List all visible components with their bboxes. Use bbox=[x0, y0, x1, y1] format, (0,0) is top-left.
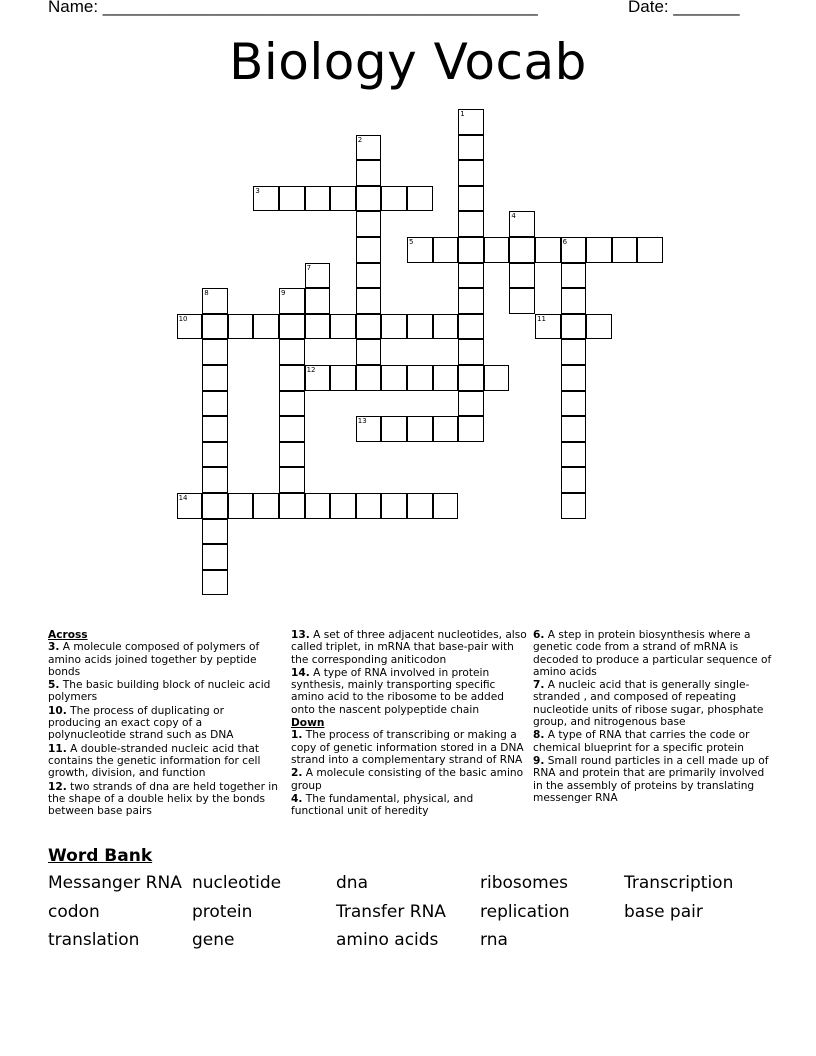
clue-number: 1 bbox=[460, 110, 465, 118]
crossword-cell[interactable] bbox=[279, 365, 305, 391]
down-heading: Down bbox=[291, 717, 325, 730]
crossword-cell[interactable] bbox=[381, 493, 407, 519]
crossword-cell[interactable] bbox=[356, 135, 382, 161]
crossword-cell[interactable] bbox=[458, 186, 484, 212]
crossword-cell[interactable] bbox=[228, 314, 254, 340]
clue-down-8: 8. A type of RNA that carries the code or chemical blueprint for a specific protein bbox=[533, 729, 750, 754]
clue-across-3: 3. A molecule composed of polymers of amino acids joined together by peptide bonds bbox=[48, 641, 260, 678]
crossword-cell[interactable] bbox=[356, 416, 382, 442]
crossword-cell[interactable] bbox=[561, 391, 587, 417]
clue-across-10: 10. The process of duplicating or producing an exact copy of a polynucleotide strand such as DNA bbox=[48, 704, 234, 742]
crossword-cell[interactable] bbox=[381, 186, 407, 212]
crossword-cell[interactable] bbox=[586, 314, 612, 340]
crossword-cell[interactable] bbox=[561, 237, 587, 263]
word-bank-item: Transfer RNA bbox=[336, 901, 446, 922]
crossword-cell[interactable] bbox=[330, 186, 356, 212]
crossword-cell[interactable] bbox=[381, 314, 407, 340]
crossword-cell[interactable] bbox=[202, 288, 228, 314]
crossword-cell[interactable] bbox=[561, 288, 587, 314]
crossword-cell[interactable] bbox=[279, 493, 305, 519]
clue-number: 11 bbox=[537, 314, 546, 323]
crossword-cell[interactable] bbox=[561, 314, 587, 340]
crossword-cell[interactable] bbox=[458, 339, 484, 365]
page-title: Biology Vocab bbox=[229, 33, 587, 91]
word-bank-item: base pair bbox=[624, 901, 703, 922]
crossword-cell[interactable] bbox=[433, 416, 459, 442]
clue-number: 7 bbox=[306, 263, 312, 272]
crossword-cell[interactable] bbox=[356, 186, 382, 212]
crossword-cell[interactable] bbox=[407, 314, 433, 340]
crossword-cell[interactable] bbox=[253, 314, 279, 340]
crossword-cell[interactable] bbox=[407, 186, 433, 212]
crossword-cell[interactable] bbox=[356, 288, 382, 314]
crossword-cell[interactable] bbox=[279, 186, 305, 212]
crossword-cell[interactable] bbox=[202, 391, 228, 417]
crossword-cell[interactable] bbox=[458, 237, 484, 263]
crossword-cell[interactable] bbox=[586, 237, 612, 263]
crossword-cell[interactable] bbox=[458, 135, 484, 161]
clue-number: 14 bbox=[178, 494, 188, 502]
crossword-cell[interactable] bbox=[458, 365, 484, 391]
crossword-cell[interactable] bbox=[356, 339, 382, 365]
word-bank-item: replication bbox=[480, 901, 570, 922]
clue-across-5: 5. The basic building block of nucleic acid polymers bbox=[48, 679, 271, 704]
clue-down-2: 2. A molecule consisting of the basic amino group bbox=[291, 767, 524, 792]
crossword-cell[interactable] bbox=[356, 263, 382, 289]
clues-column-2 bbox=[291, 629, 527, 818]
crossword-cell[interactable] bbox=[458, 160, 484, 186]
clue-down-1: 1. The process of transcribing or making a copy of genetic information stored in a DNA strand into a complementary strand of RNA bbox=[291, 729, 524, 766]
clue-number: 8 bbox=[204, 289, 209, 298]
word-bank-title: Word Bank bbox=[48, 846, 153, 866]
clue-down-9: 9. Small round particles in a cell made up of RNA and protein that are primarily involved in the assembly of proteins by translating messenger RNA bbox=[533, 754, 769, 804]
clue-number: 5 bbox=[409, 238, 414, 246]
clue-down-6: 6. A step in protein biosynthesis where a genetic code from a strand of mRNA is decoded to produce a particular sequence of amino acids bbox=[533, 629, 772, 678]
crossword-cell[interactable] bbox=[484, 237, 510, 263]
word-bank bbox=[48, 874, 788, 951]
crossword-cell[interactable] bbox=[561, 493, 587, 519]
crossword-cell[interactable] bbox=[356, 237, 382, 263]
word-bank-item: dna bbox=[336, 873, 368, 893]
clues-column-3 bbox=[533, 629, 773, 805]
crossword-cell[interactable] bbox=[279, 288, 305, 314]
crossword-cell[interactable] bbox=[305, 314, 331, 340]
crossword-cell[interactable] bbox=[305, 186, 331, 212]
crossword-cell[interactable] bbox=[279, 442, 305, 468]
clue-number: 6 bbox=[562, 238, 568, 246]
crossword-cell[interactable] bbox=[381, 416, 407, 442]
clues-column-1 bbox=[48, 629, 280, 818]
crossword-cell[interactable] bbox=[509, 288, 535, 314]
crossword-cell[interactable] bbox=[330, 365, 356, 391]
crossword-cell[interactable] bbox=[407, 416, 433, 442]
crossword-cell[interactable] bbox=[202, 442, 228, 468]
crossword-cell[interactable] bbox=[279, 467, 305, 493]
crossword-cell[interactable] bbox=[458, 314, 484, 340]
crossword-cell[interactable] bbox=[253, 493, 279, 519]
crossword-cell[interactable] bbox=[535, 314, 561, 340]
crossword-cell[interactable] bbox=[202, 314, 228, 340]
crossword-cell[interactable] bbox=[305, 263, 331, 289]
crossword-cell[interactable] bbox=[535, 237, 561, 263]
clue-across-13: 13. A set of three adjacent nucleotides, also called triplet, in mRNA that base-pair with the corresponding aniticodon bbox=[291, 629, 527, 666]
crossword-cell[interactable] bbox=[458, 288, 484, 314]
crossword-cell[interactable] bbox=[253, 186, 279, 212]
crossword-cell[interactable] bbox=[202, 570, 228, 596]
crossword-cell[interactable] bbox=[433, 493, 459, 519]
crossword-cell[interactable] bbox=[484, 365, 510, 391]
date-field[interactable]: Date: _______ bbox=[628, 0, 740, 16]
crossword-cell[interactable] bbox=[356, 314, 382, 340]
clue-across-14: 14. A type of RNA involved in protein synthesis, mainly transporting specific amino acid to the ribosome to be added onto the nascent polypeptide chain bbox=[291, 666, 504, 716]
crossword-cell[interactable] bbox=[561, 467, 587, 493]
clue-across-11: 11. A double-stranded nucleic acid that contains the genetic information for cell growth, division, and function bbox=[48, 742, 261, 780]
crossword-cell[interactable] bbox=[228, 493, 254, 519]
crossword-cell[interactable] bbox=[407, 493, 433, 519]
crossword-cell[interactable] bbox=[509, 263, 535, 289]
crossword-cell[interactable] bbox=[407, 237, 433, 263]
word-bank-item: gene bbox=[192, 930, 235, 950]
crossword-cell[interactable] bbox=[433, 314, 459, 340]
clue-number: 12 bbox=[306, 366, 316, 374]
clue-across-12: 12. two strands of dna are held together in the shape of a double helix by the bonds between base pairs bbox=[48, 780, 278, 818]
crossword-cell[interactable] bbox=[458, 391, 484, 417]
crossword-cell[interactable] bbox=[202, 339, 228, 365]
crossword-cell[interactable] bbox=[561, 416, 587, 442]
crossword-cell[interactable] bbox=[458, 211, 484, 237]
crossword-cell[interactable] bbox=[177, 493, 203, 519]
crossword-cell[interactable] bbox=[637, 237, 663, 263]
crossword-cell[interactable] bbox=[356, 211, 382, 237]
crossword-cell[interactable] bbox=[458, 109, 484, 135]
word-bank-item: Transcription bbox=[624, 873, 734, 893]
crossword-cell[interactable] bbox=[561, 263, 587, 289]
clue-number: 9 bbox=[281, 289, 286, 298]
crossword-cell[interactable] bbox=[279, 416, 305, 442]
clue-number: 2 bbox=[357, 135, 363, 144]
clue-down-7: 7. A nucleic acid that is generally single-stranded , and composed of repeating nucleotide units of ribose sugar, phosphate group, and nitrogenous base bbox=[533, 679, 764, 729]
clue-number: 3 bbox=[255, 186, 260, 195]
crossword-cell[interactable] bbox=[561, 365, 587, 391]
clue-number: 13 bbox=[357, 417, 367, 426]
crossword-cell[interactable] bbox=[356, 365, 382, 391]
clue-down-4: 4. The fundamental, physical, and functional unit of heredity bbox=[291, 792, 474, 818]
crossword-cell[interactable] bbox=[330, 493, 356, 519]
crossword-cell[interactable] bbox=[509, 211, 535, 237]
across-heading: Across bbox=[48, 629, 88, 641]
crossword-cell[interactable] bbox=[202, 467, 228, 493]
crossword-cell[interactable] bbox=[305, 493, 331, 519]
word-bank-item: Messanger RNA bbox=[48, 873, 182, 893]
crossword-cell[interactable] bbox=[202, 493, 228, 519]
crossword-cell[interactable] bbox=[177, 314, 203, 340]
crossword-cell[interactable] bbox=[279, 314, 305, 340]
crossword-cell[interactable] bbox=[381, 365, 407, 391]
crossword-cell[interactable] bbox=[407, 365, 433, 391]
word-bank-item: nucleotide bbox=[192, 873, 282, 893]
crossword-cell[interactable] bbox=[279, 339, 305, 365]
name-field[interactable]: Name: ______________________________________________ bbox=[48, 0, 538, 16]
crossword-cell[interactable] bbox=[305, 365, 331, 391]
crossword-cell[interactable] bbox=[612, 237, 638, 263]
crossword-cell[interactable] bbox=[202, 365, 228, 391]
crossword-cell[interactable] bbox=[561, 442, 587, 468]
word-bank-item: protein bbox=[192, 901, 253, 922]
word-bank-item: amino acids bbox=[336, 930, 439, 950]
crossword-cell[interactable] bbox=[305, 288, 331, 314]
crossword-cell[interactable] bbox=[279, 391, 305, 417]
crossword-cell[interactable] bbox=[202, 544, 228, 570]
word-bank-item: ribosomes bbox=[480, 873, 569, 893]
word-bank-item: codon bbox=[48, 901, 100, 922]
crossword-cell[interactable] bbox=[202, 416, 228, 442]
crossword-cell[interactable] bbox=[330, 314, 356, 340]
crossword-cell[interactable] bbox=[458, 263, 484, 289]
crossword-cell[interactable] bbox=[356, 493, 382, 519]
crossword-cell[interactable] bbox=[433, 237, 459, 263]
crossword-cell[interactable] bbox=[433, 365, 459, 391]
crossword-cell[interactable] bbox=[561, 339, 587, 365]
crossword-cell[interactable] bbox=[202, 519, 228, 545]
word-bank-item: rna bbox=[480, 930, 508, 950]
clue-number: 10 bbox=[178, 314, 188, 323]
crossword-cell[interactable] bbox=[458, 416, 484, 442]
crossword-cell[interactable] bbox=[356, 160, 382, 186]
crossword-cell[interactable] bbox=[509, 237, 535, 263]
word-bank-item: translation bbox=[48, 930, 140, 950]
clue-number: 4 bbox=[511, 212, 516, 221]
